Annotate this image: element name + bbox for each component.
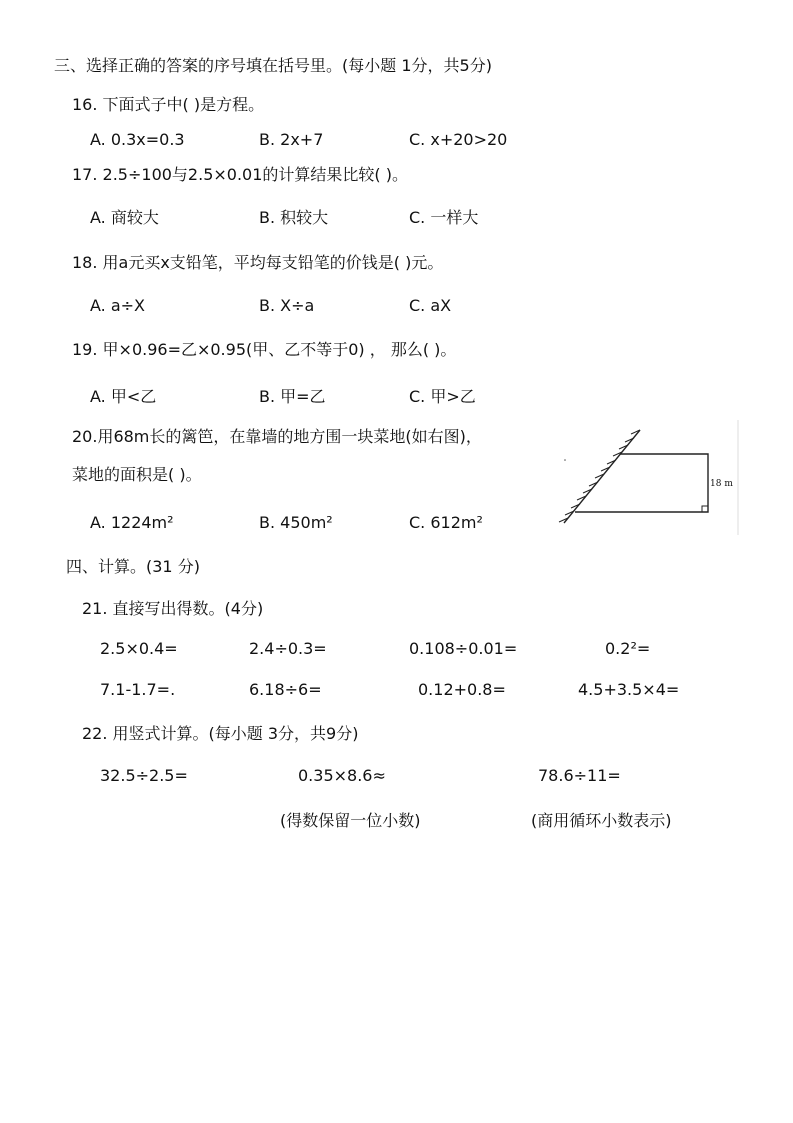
q16-stem: 16. 下面式子中( )是方程。 — [72, 95, 265, 114]
q20-option-c: C. 612m² — [409, 513, 483, 532]
q18-stem: 18. 用a元买x支铅笔，平均每支铅笔的价钱是( )元。 — [72, 253, 444, 272]
q19-option-c: C. 甲>乙 — [409, 387, 476, 406]
q21-item: 2.4÷0.3= — [249, 639, 327, 658]
q21-item: 0.12+0.8= — [418, 680, 506, 699]
section4-title: 四、计算。(31 分) — [66, 557, 200, 576]
q16-option-c: C. x+20>20 — [409, 130, 508, 149]
q19-option-a: A. 甲<乙 — [90, 387, 157, 406]
q16-option-b: B. 2x+7 — [259, 130, 324, 149]
right-angle-marker — [702, 506, 708, 512]
q17-option-b: B. 积较大 — [259, 208, 329, 227]
q19-stem: 19. 甲×0.96=乙×0.95(甲、乙不等于0) ， 那么( )。 — [72, 340, 457, 359]
q20-option-b: B. 450m² — [259, 513, 333, 532]
section3-title: 三、选择正确的答案的序号填在括号里。(每小题 1分，共5分) — [54, 56, 492, 75]
q22-note: (得数保留一位小数) — [280, 811, 421, 830]
q18-option-c: C. aX — [409, 296, 452, 315]
q22-note: (商用循环小数表示) — [531, 811, 672, 830]
q17-stem: 17. 2.5÷100与2.5×0.01的计算结果比较( )。 — [72, 165, 408, 184]
q21-item: 4.5+3.5×4= — [578, 680, 680, 699]
q21-title: 21. 直接写出得数。(4分) — [82, 599, 264, 618]
q21-item: 0.2²= — [605, 639, 651, 658]
q20-stem-line2: 菜地的面积是( )。 — [72, 465, 202, 484]
q22-item: 32.5÷2.5= — [100, 766, 188, 785]
q16-option-a: A. 0.3x=0.3 — [90, 130, 185, 149]
q21-item: 0.108÷0.01= — [409, 639, 518, 658]
q18-option-a: A. a÷X — [90, 296, 146, 315]
q17-option-c: C. 一样大 — [409, 208, 479, 227]
q22-title: 22. 用竖式计算。(每小题 3分，共9分) — [82, 724, 359, 743]
q21-item: 2.5×0.4= — [100, 639, 178, 658]
q22-item: 0.35×8.6≈ — [298, 766, 386, 785]
q19-option-b: B. 甲=乙 — [259, 387, 326, 406]
q17-option-a: A. 商较大 — [90, 208, 159, 227]
q18-option-b: B. X÷a — [259, 296, 315, 315]
garden-wall-figure — [556, 420, 742, 535]
q22-item: 78.6÷11= — [538, 766, 621, 785]
side-length-label: 18 m — [710, 479, 733, 489]
q20-option-a: A. 1224m² — [90, 513, 174, 532]
q21-item: 6.18÷6= — [249, 680, 322, 699]
q21-item: 7.1-1.7=. — [100, 680, 176, 699]
q20-stem-line1: 20.用68m长的篱笆，在靠墙的地方围一块菜地(如右图)， — [72, 427, 482, 446]
